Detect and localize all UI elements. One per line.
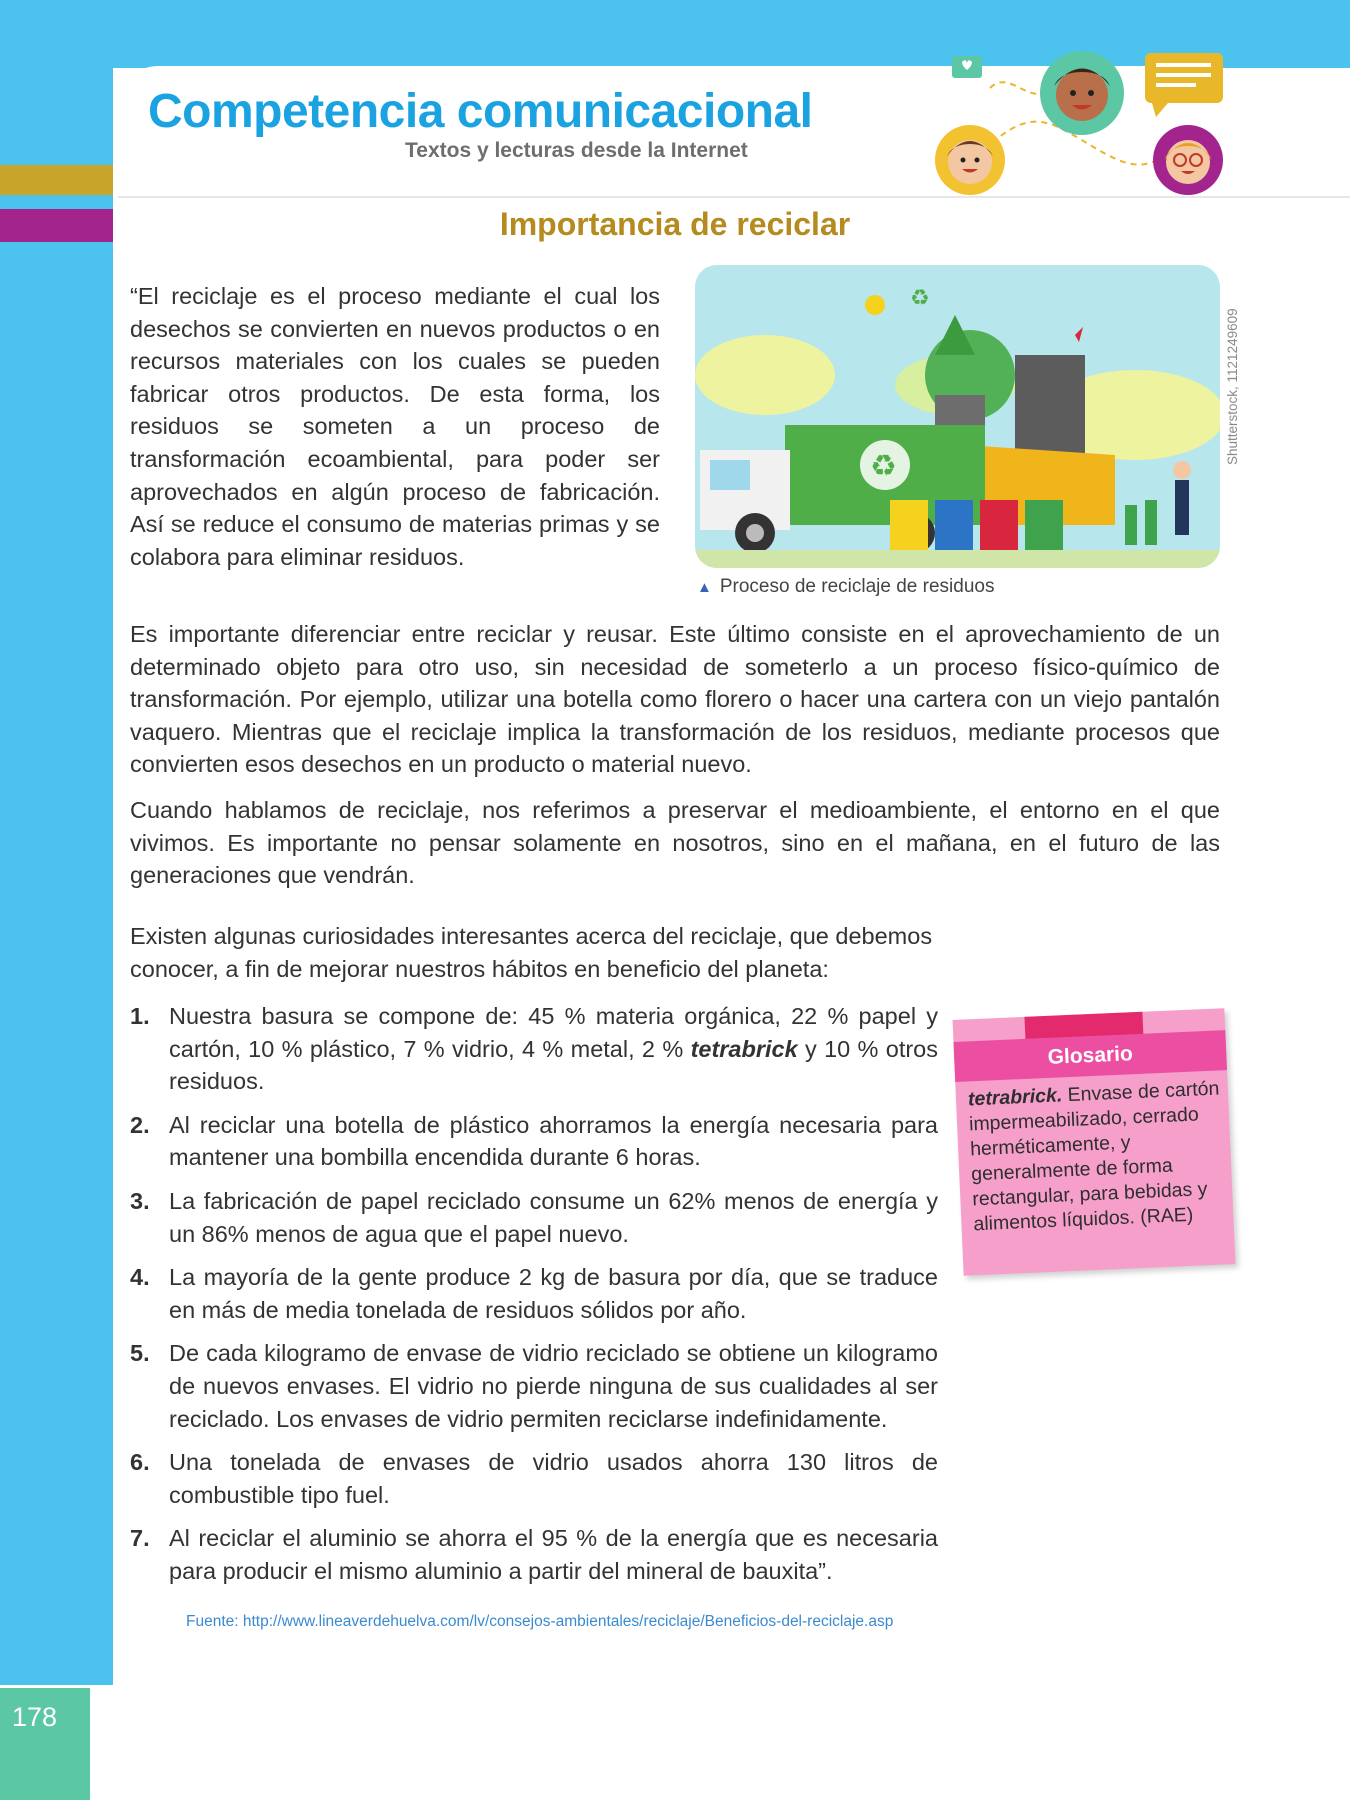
list-number: 7. — [130, 1525, 150, 1552]
paragraph-curiosities: Existen algunas curiosidades interesantes acerca del reciclaje, que debemos conocer, a fin de mejorar nuestros hábitos en beneficio del planeta: — [130, 923, 933, 982]
kids-illustration — [930, 48, 1230, 198]
list-item — [130, 1000, 938, 1098]
boy-avatar-icon — [1040, 51, 1124, 135]
message-bubble-icon — [1145, 53, 1223, 117]
girl-avatar-icon — [1153, 125, 1223, 195]
list-item — [130, 1109, 938, 1174]
glossary-term: tetrabrick. — [967, 1084, 1063, 1111]
list-text: Nuestra basura se compone de: 45 % materia orgánica, 22 % papel y cartón, 10 % plástico, 7 % vidrio, 4 % metal, 2 % — [169, 1003, 938, 1062]
glossary-note — [953, 1008, 1236, 1276]
page-subtitle: Textos y lecturas desde la Internet — [405, 139, 748, 162]
list-number: 2. — [130, 1111, 150, 1138]
list-text: De cada kilogramo de envase de vidrio reciclado se obtiene un kilogramo de nuevos envases. El vidrio no pierde ninguna de sus cualidades al ser reciclado. Los envases de vidrio permiten reciclarse indefinidamente. — [169, 1340, 938, 1432]
glossary-title: Glosario — [954, 1030, 1227, 1082]
heart-chat-icon — [952, 56, 982, 78]
image-credit: Shutterstock, 1121249609 — [1225, 308, 1240, 465]
paragraph-reuse: Es importante diferenciar entre reciclar y reusar. Este último consiste en el aprovechamiento de un determinado objeto para otro uso, sin necesidad de someterlo a un proceso físico-químico de transformación. Por ejemplo, utilizar una botella como florero o hacer una cartera con un viejo pantalón vaquero. Mientras que el reciclaje implica la transformación de los residuos, mediante procesos que convierten esos desechos en un producto o material nuevo. — [130, 621, 1220, 778]
curiosities-list — [130, 1000, 938, 1599]
svg-text:♻: ♻ — [910, 286, 930, 311]
section-title: Importancia de reciclar — [499, 206, 851, 242]
list-text: Al reciclar una botella de plástico ahorramos la energía necesaria para mantener una bombilla encendida durante 6 horas. — [169, 1111, 938, 1171]
list-item — [130, 1337, 938, 1435]
list-text: Al reciclar el aluminio se ahorra el 95 % de la energía que es necesaria para producir el mismo aluminio a partir del mineral de bauxita”. — [169, 1525, 938, 1584]
page-number: 178 — [12, 1702, 58, 1732]
list-text: La fabricación de papel reciclado consume un 62% menos de energía y un 86% menos de agua que el papel nuevo. — [169, 1187, 938, 1247]
list-text: La mayoría de la gente produce 2 kg de basura por día, que se traduce en más de media tonelada de residuos sólidos por año. — [169, 1264, 938, 1323]
list-text: Una tonelada de envases de vidrio usados ahorra 130 litros de combustible tipo fuel. — [169, 1449, 938, 1508]
list-text: y 10 % otros residuos. — [169, 1035, 938, 1095]
svg-text:♻: ♻ — [870, 449, 897, 484]
list-number: 5. — [130, 1340, 150, 1367]
list-number: 6. — [130, 1449, 150, 1476]
glossary-text: Envase de cartón impermeabilizado, cerrado herméticamente, y generalmente de forma rectangular, para bebidas y alimentos líquidos. (RAE) — [968, 1077, 1220, 1236]
list-item — [130, 1261, 938, 1326]
left-band — [0, 0, 113, 1685]
intro-paragraph: “El reciclaje es el proceso mediante el cual los desechos se convierten en nuevos productos o en recursos materiales con los cuales se pueden fabricar otros productos. De esta forma, los residuos se someten a un proceso de transformación ecoambiental, para poder ser aprovechados en algún proceso de fabricación. Así se reduce el consumo de materias primas y se colabora para eliminar residuos. — [130, 283, 660, 570]
list-number: 4. — [130, 1264, 150, 1291]
list-item — [130, 1522, 938, 1587]
paragraph-environment: Cuando hablamos de reciclaje, nos referimos a preservar el medioambiente, el entorno en el que vivimos. Es importante no pensar solamente en nosotros, sino en el mañana, en el futuro de las generaciones que vendrán. — [130, 797, 1220, 889]
glossary-definition — [968, 1076, 1229, 1237]
list-number: 3. — [130, 1187, 150, 1214]
glossary-term: tetrabrick — [690, 1035, 798, 1062]
figure-caption — [697, 576, 994, 598]
list-item — [130, 1185, 938, 1250]
source-link[interactable]: Fuente: http://www.lineaverdehuelva.com/lv/consejos-ambientales/reciclaje/Beneficios-del-reciclaje.asp — [186, 1613, 894, 1630]
list-item — [130, 1446, 938, 1511]
page-number-box — [0, 1688, 90, 1800]
gold-stripe — [0, 165, 113, 195]
recycling-process-illustration — [695, 265, 1220, 568]
page-title: Competencia comunicacional — [148, 85, 813, 138]
triangle-icon: ▲ — [697, 579, 712, 596]
caption-text: Proceso de reciclaje de residuos — [719, 576, 995, 597]
list-number: 1. — [130, 1003, 150, 1029]
boy-avatar-icon — [935, 125, 1005, 195]
